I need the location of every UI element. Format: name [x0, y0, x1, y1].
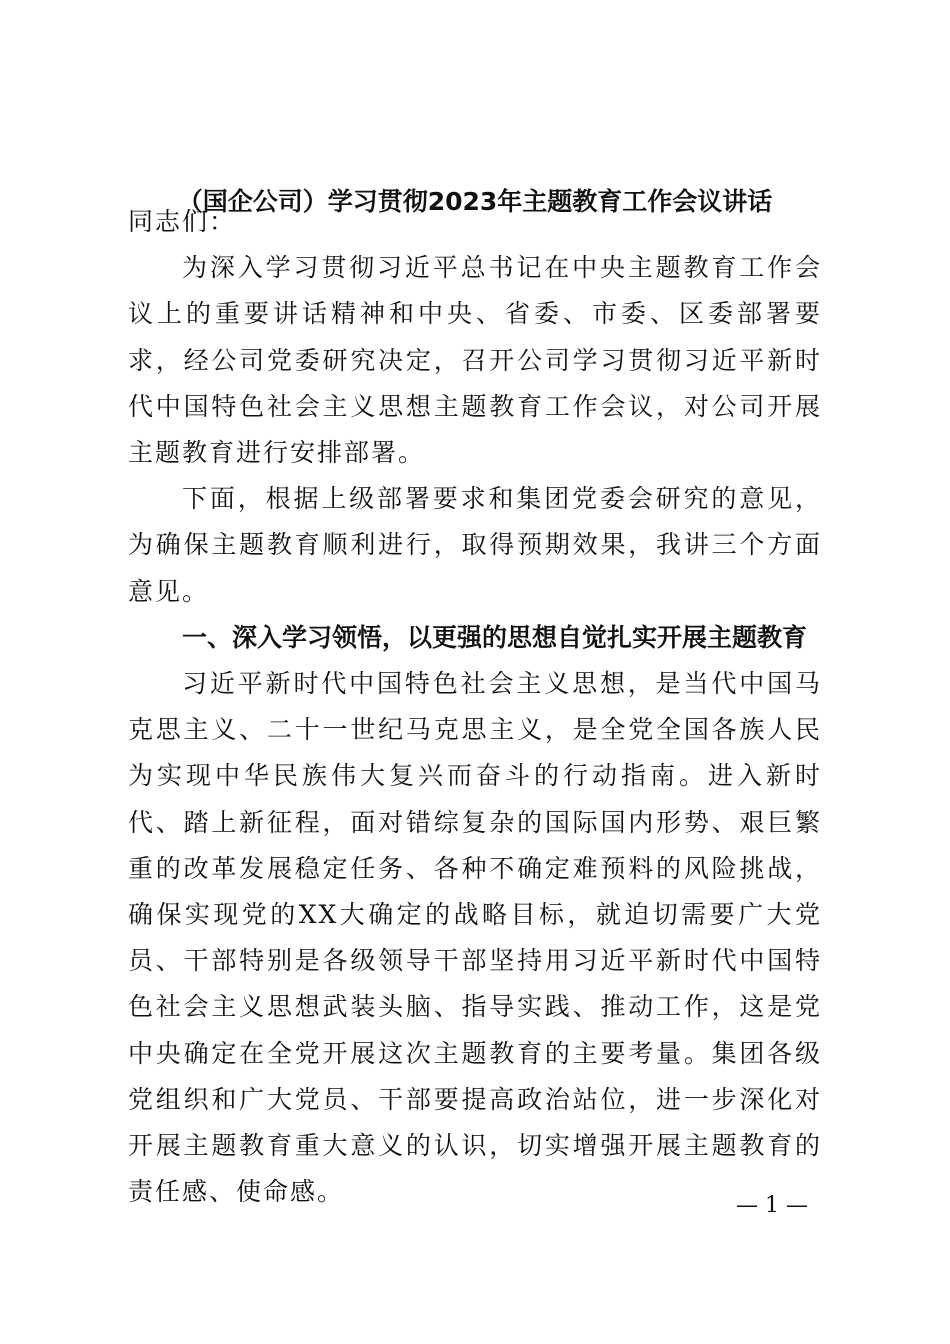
document-title: （国企公司）学习贯彻2023年主题教育工作会议讲话 [177, 187, 773, 216]
paragraph-intro: 为深入学习贯彻习近平总书记在中央主题教育工作会议上的重要讲话精神和中央、省委、市委、区委部署要求，经公司党委研究决定，召开公司学习贯彻习近平新时代中国特色社会主义思想主题教育工作会议，对公司开展主题教育进行安排部署。 [128, 253, 822, 468]
section-one-paragraph: 习近平新时代中国特色社会主义思想，是当代中国马克思主义、二十一世纪马克思主义，是全党全国各族人民为实现中华民族伟大复兴而奋斗的行动指南。进入新时代、踏上新征程，面对错综复杂的国际国内形势、艰巨繁重的改革发展稳定任务、各种不确定难预料的风险挑战，确保实现党的XX大确定的战略目标，就迫切需要广大党员、干部特别是各级领导干部坚持用习近平新时代中国特色社会主义思想武装头脑、指导实践、推动工作，这是党中央确定在全党开展这次主题教育的主要考量。集团各级党组织和广大党员、干部要提高政治站位，进一步深化对开展主题教育重大意义的认识，切实增强开展主题教育的责任感、使命感。 [128, 669, 822, 1207]
page-number: — 1 — [736, 1193, 808, 1218]
section-heading-one: 一、深入学习领悟，以更强的思想自觉扎实开展主题教育 [182, 622, 808, 652]
salutation: 同志们： [128, 207, 237, 236]
paragraph-outline: 下面，根据上级部署要求和集团党委会研究的意见，为确保主题教育顺利进行，取得预期效果，我讲三个方面意见。 [128, 484, 822, 606]
document-body [128, 199, 822, 1215]
